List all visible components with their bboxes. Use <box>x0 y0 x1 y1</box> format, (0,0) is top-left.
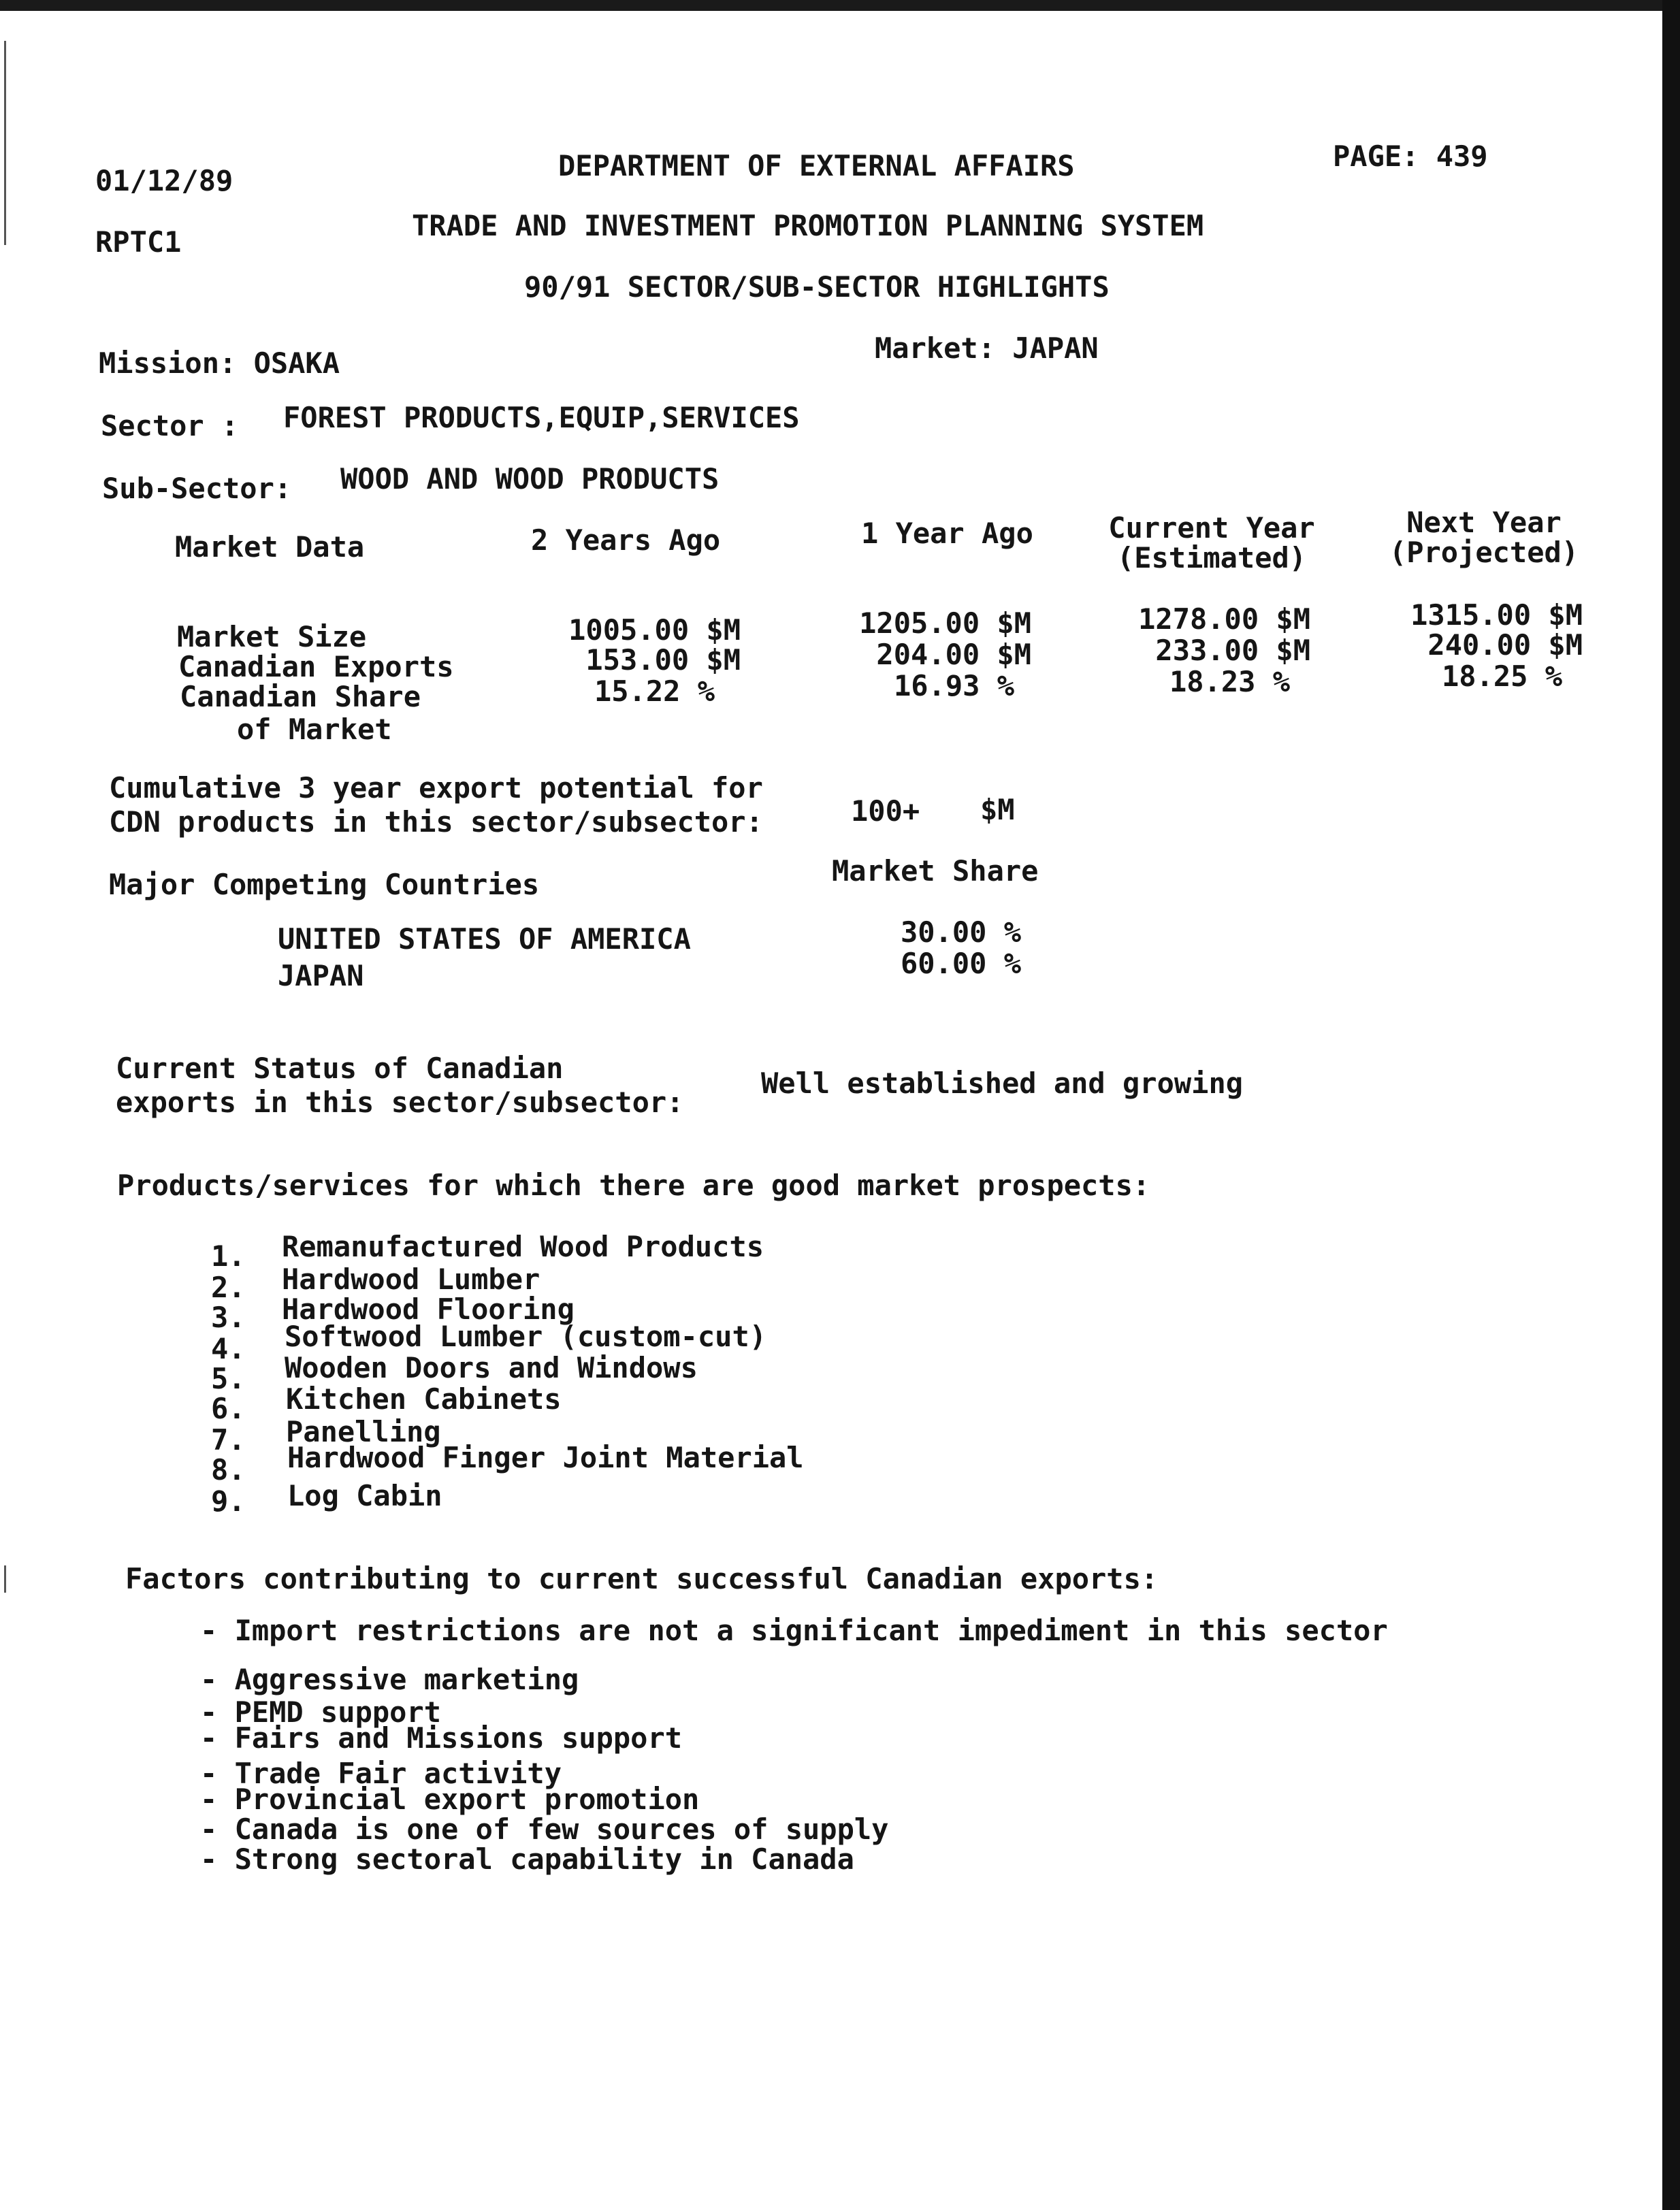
cell-market-size-cur: 1278.00 $M <box>1138 602 1310 636</box>
competitors-heading: Major Competing Countries <box>109 868 540 901</box>
factor-item: - PEMD support <box>200 1695 442 1729</box>
factor-item: - Canada is one of few sources of supply <box>200 1813 889 1846</box>
cell-share-1y: 16.93 % <box>893 669 1014 702</box>
potential-value: 100+ <box>851 794 920 828</box>
product-item: Panelling <box>286 1415 441 1448</box>
product-number: 4. <box>211 1332 246 1365</box>
competitor-share: 30.00 % <box>900 915 1021 949</box>
factor-item: - Fairs and Missions support <box>200 1721 683 1755</box>
potential-line-1: Cumulative 3 year export potential for <box>109 771 763 805</box>
product-number: 7. <box>211 1423 246 1457</box>
factor-item: - Trade Fair activity <box>200 1757 562 1790</box>
col-2-years-ago: 2 Years Ago <box>531 523 721 557</box>
competitor-country: UNITED STATES OF AMERICA <box>278 922 691 956</box>
scan-top-edge <box>0 0 1680 11</box>
department-name: DEPARTMENT OF EXTERNAL AFFAIRS <box>558 149 1075 182</box>
factor-item: - Import restrictions are not a significant impediment in this sector <box>200 1614 1388 1647</box>
product-number: 6. <box>211 1392 246 1425</box>
col-1-year-ago: 1 Year Ago <box>861 517 1033 550</box>
product-item: Log Cabin <box>287 1479 442 1512</box>
status-line-2: exports in this sector/subsector: <box>116 1086 684 1119</box>
competitor-share: 60.00 % <box>900 947 1021 980</box>
products-heading: Products/services for which there are good market prospects: <box>117 1169 1150 1202</box>
competitor-country: JAPAN <box>278 959 364 992</box>
report-code: RPTC1 <box>95 225 182 259</box>
cell-exports-1y: 204.00 $M <box>876 638 1031 671</box>
product-item: Kitchen Cabinets <box>286 1382 562 1416</box>
product-item: Softwood Lumber (custom-cut) <box>285 1320 767 1353</box>
cell-market-size-1y: 1205.00 $M <box>859 606 1031 640</box>
cell-exports-2y: 153.00 $M <box>585 643 741 677</box>
status-line-1: Current Status of Canadian <box>116 1052 564 1085</box>
product-item: Hardwood Finger Joint Material <box>287 1441 804 1474</box>
cell-market-size-2y: 1005.00 $M <box>568 613 741 647</box>
cell-share-next: 18.25 % <box>1441 660 1562 693</box>
col-current-year-sub: (Estimated) <box>1116 541 1307 574</box>
product-number: 9. <box>211 1484 246 1518</box>
col-current-year: Current Year <box>1108 511 1315 545</box>
scan-left-speck <box>4 41 6 245</box>
mission: Mission: OSAKA <box>99 346 340 380</box>
sector-label: Sector : <box>101 409 239 442</box>
market: Market: JAPAN <box>875 331 1099 365</box>
factor-item: - Provincial export promotion <box>200 1783 700 1816</box>
page-number: PAGE: 439 <box>1333 140 1488 173</box>
row-label-canadian-exports: Canadian Exports <box>178 650 454 683</box>
sector-value: FOREST PRODUCTS,EQUIP,SERVICES <box>283 401 800 434</box>
row-label-market-size: Market Size <box>177 620 367 653</box>
product-number: 2. <box>211 1271 246 1304</box>
system-name: TRADE AND INVESTMENT PROMOTION PLANNING SYSTEM <box>412 209 1204 242</box>
col-next-year: Next Year <box>1406 506 1562 539</box>
market-share-heading: Market Share <box>832 854 1039 888</box>
report-title: 90/91 SECTOR/SUB-SECTOR HIGHLIGHTS <box>524 270 1110 304</box>
product-item: Hardwood Lumber <box>282 1263 540 1296</box>
subsector-label: Sub-Sector: <box>102 472 292 505</box>
market-data-header: Market Data <box>175 530 365 564</box>
product-number: 1. <box>211 1239 246 1273</box>
cell-share-cur: 18.23 % <box>1169 665 1290 698</box>
row-label-canadian-share: Canadian Share <box>180 680 421 713</box>
product-number: 5. <box>211 1362 246 1395</box>
product-number: 3. <box>211 1301 246 1334</box>
factors-heading: Factors contributing to current successful Canadian exports: <box>125 1562 1159 1595</box>
scan-right-edge <box>1662 0 1680 2210</box>
scan-left-speck <box>4 1565 6 1593</box>
row-label-canadian-share-cont: of Market <box>237 713 392 746</box>
cell-share-2y: 15.22 % <box>594 675 715 708</box>
product-item: Wooden Doors and Windows <box>285 1351 698 1384</box>
cell-market-size-next: 1315.00 $M <box>1410 598 1583 632</box>
factor-item: - Strong sectoral capability in Canada <box>200 1842 854 1876</box>
product-item: Remanufactured Wood Products <box>282 1230 764 1263</box>
product-number: 8. <box>211 1453 246 1486</box>
potential-unit: $M <box>980 793 1015 826</box>
subsector-value: WOOD AND WOOD PRODUCTS <box>340 462 720 495</box>
potential-line-2: CDN products in this sector/subsector: <box>109 805 763 839</box>
factor-item: - Aggressive marketing <box>200 1663 579 1696</box>
product-item: Hardwood Flooring <box>282 1293 575 1326</box>
col-next-year-sub: (Projected) <box>1389 536 1579 569</box>
cell-exports-next: 240.00 $M <box>1427 628 1583 662</box>
cell-exports-cur: 233.00 $M <box>1155 634 1310 667</box>
status-value: Well established and growing <box>761 1067 1244 1100</box>
report-date: 01/12/89 <box>95 164 233 197</box>
